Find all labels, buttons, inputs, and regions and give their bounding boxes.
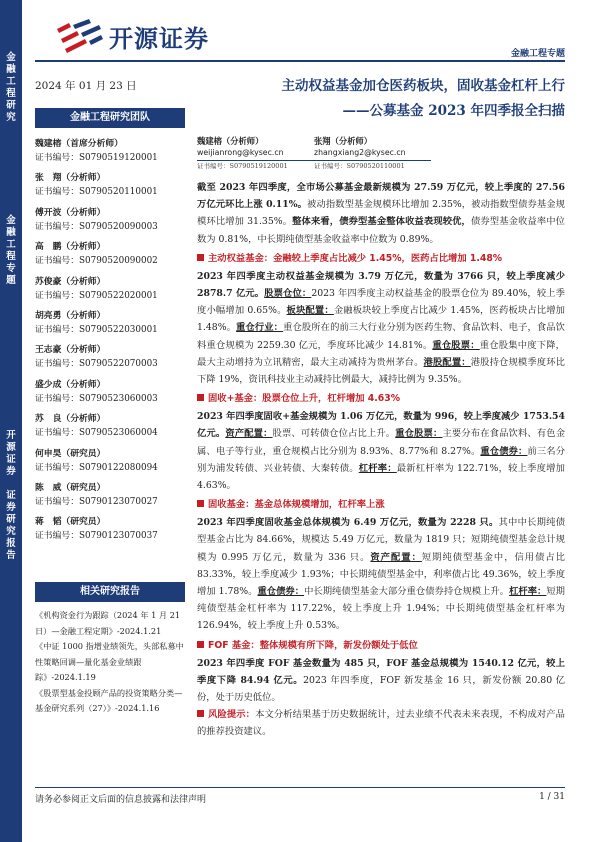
analyst-name: 蒋 韬（研究员） — [35, 517, 106, 528]
summary-paragraph: 截至 2023 年四季度，全市场公募基金最新规模为 27.59 万亿元，较上季度的 27.56 万亿元环比上涨 0.11%。被动指数型基金规模环比增加 2.35%，被动指数型债券基金规模环比增加 31.35%。整体来看，债券型基金整体收益表现较优，债券型基金收益率中位数为 0.81%，中长期纯债型基金收益率中位数为 0.89%。 — [197, 182, 565, 245]
analyst-cert: 证书编号：S0790520090003 — [35, 221, 158, 232]
team-title: 金融工程研究团队 — [35, 108, 185, 128]
report-body — [197, 179, 565, 741]
sidebar-char: 程 — [6, 251, 16, 262]
analyst-name: 盛少成（分析师） — [35, 379, 106, 390]
sidebar-char: 金 — [6, 215, 16, 226]
section-paragraph-fof: 2023 年四季度 FOF 基金数量为 485 只，FOF 基金总规模为 1540.12 亿元，较上季度下降 84.94 亿元。2023 年四季度，FOF 新发基金 16 只，新发份额 20.80 亿份，处于历史低位。 — [197, 657, 565, 704]
sidebar-label-research — [0, 52, 22, 124]
author-cert-row — [197, 162, 565, 171]
sidebar-label-topic — [0, 215, 22, 287]
analyst-cert: 证书编号：S0790520110001 — [35, 187, 158, 198]
document-type: 金融工程专题 — [510, 49, 565, 59]
analyst-cert: 证书编号：S0790522030001 — [35, 324, 158, 335]
sidebar-char: 证 — [6, 454, 16, 465]
related-reports-title: 相关研究报告 — [35, 582, 185, 602]
author-name: 魏建榕（分析师） — [197, 136, 264, 146]
section-heading-fixed-income: 固收基金：基金总体规模增加，杠杆率上涨 — [197, 496, 565, 514]
report-title: 主动权益基金加仓医药板块，固收基金杠杆上行 — [281, 78, 565, 94]
sidebar-char: 融 — [6, 64, 16, 75]
sidebar-char: 工 — [6, 239, 16, 250]
related-report-link[interactable]: 《中证 1000 指增业绩领先，头部私募中性策略回调—量化基金业绩跟踪》-2024.1.19 — [35, 641, 184, 682]
analyst-entry — [35, 379, 190, 413]
analyst-cert: 证书编号：S0790122080094 — [35, 462, 158, 473]
sidebar-char: 研 — [6, 514, 16, 525]
sidebar-char: 题 — [6, 275, 16, 286]
analyst-entry — [35, 241, 190, 275]
analyst-entry — [35, 482, 190, 516]
brand-logo — [55, 18, 209, 54]
square-bullet-icon — [197, 500, 204, 507]
sidebar-char: 究 — [6, 112, 16, 123]
analyst-list — [35, 138, 190, 551]
analyst-entry — [35, 172, 190, 206]
report-subtitle: ——公募基金 2023 年四季报全扫描 — [342, 103, 565, 119]
left-sidebar — [0, 0, 22, 842]
section-paragraph-fixed-income: 2023 年四季度固收基金总体规模为 6.49 万亿元，数量为 2228 只。其中中长期纯债型基金占比为 84.66%，规模达 5.49 万亿元，数量为 1819 只；短期纯债型基金总计规模为 0.995 万亿元，数量为 336 只。资产配置：短期纯债型基金中，信用债占比 83.33%，较上季度减少 1.93%；中长期纯债型基金中，利率债占比 49.36%，较上季度增加 1.78%。重仓债券：中长期纯债型基金大部分重仓债券持仓规模上升。杠杆率：短期纯债型基金杠杆率为 117.22%，较上季度上升 1.94%；中长期纯债型基金杠杆率为 126.94%，较上季度上升 0.53%。 — [197, 517, 565, 632]
author-email[interactable]: zhangxiang2@kysec.cn — [314, 148, 406, 157]
analyst-name: 高 鹏（分析师） — [35, 242, 106, 253]
analyst-entry — [35, 207, 190, 241]
related-reports-list — [35, 608, 190, 717]
square-bullet-icon — [197, 710, 204, 717]
analyst-name: 魏建榕（首席分析师） — [35, 139, 123, 149]
risk-warning: 风险提示：本文分析结果基于历史数据统计，过去业绩不代表未来表现，不构成对产品的推荐投资建议。 — [197, 709, 565, 738]
analyst-entry — [35, 413, 190, 447]
logo-icon — [55, 19, 103, 53]
related-report-link[interactable]: 《机构资金行为跟踪（2024 年 1 月 21 日）—金融工程定期》-2024.1.21 — [35, 610, 181, 636]
analyst-cert: 证书编号：S0790523060004 — [35, 428, 158, 439]
footer-disclaimer: 请务必参阅正文后面的信息披露和法律声明 — [35, 795, 207, 805]
sidebar-char: 开 — [6, 430, 16, 441]
analyst-entry — [35, 516, 190, 550]
analyst-entry — [35, 448, 190, 482]
page-number: 1 / 31 — [539, 792, 565, 802]
author-block — [197, 136, 565, 158]
analyst-entry — [35, 276, 190, 310]
sidebar-char: 究 — [6, 526, 16, 537]
author-name: 张翔（分析师） — [314, 136, 373, 146]
square-bullet-icon — [197, 254, 204, 261]
sidebar-char: 证 — [6, 490, 16, 501]
author-divider — [197, 160, 431, 161]
section-heading-fixed-income-plus: 固收+基金：股票仓位上升，杠杆增加 4.63% — [197, 390, 565, 408]
square-bullet-icon — [197, 641, 204, 648]
section-heading-active-equity: 主动权益基金：金融较上季度占比减少 1.45%，医药占比增加 1.48% — [197, 250, 565, 268]
author-cert: 证书编号：S0790520110001 — [314, 162, 405, 170]
sidebar-char: 程 — [6, 88, 16, 99]
analyst-name: 陈 威（研究员） — [35, 482, 106, 493]
section-heading-fof: FOF 基金：整体规模有所下降，新发份额处于低位 — [197, 637, 565, 655]
main-content — [197, 76, 565, 741]
sidebar-char: 报 — [6, 538, 16, 549]
sidebar-char: 告 — [6, 550, 16, 561]
section-paragraph-active-equity: 2023 年四季度主动权益基金规模为 3.79 万亿元，数量为 3766 只，较上季度减少 2878.7 亿元。股票仓位：2023 年四季度主动权益基金的股票仓位为 89.40%，较上季度小幅增加 0.65%。板块配置：金融板块较上季度占比减少 1.45%，医药板块占比增加 1.48%。重仓行业：重仓股所在的前三大行业分别为医药生物、食品饮料、电子，食品饮料重仓规模为 2259.30 亿元，季度环比减少 14.81%。重仓股票：重仓股集中度下降，最大主动增持为立讯精密，最大主动减持为贵州茅台。港股配置：港股持仓规模季度环比下降 19%，资讯科技业主动减持比例最大，减持比例为 9.35%。 — [197, 270, 565, 386]
brand-name: 开源证券 — [109, 24, 209, 53]
analyst-name: 胡亮勇（分析师） — [35, 310, 106, 321]
analyst-entry — [35, 310, 190, 344]
analyst-name: 苏俊豪（分析师） — [35, 276, 106, 287]
analyst-name: 何申昊（研究员） — [35, 448, 106, 459]
author-email[interactable]: weijianrong@kysec.cn — [197, 148, 284, 157]
sidebar-char: 券 — [6, 466, 16, 477]
analyst-entry — [35, 344, 190, 378]
section-paragraph-fixed-income-plus: 2023 年四季度固收+基金规模为 1.06 万亿元，数量为 996，较上季度减少 1753.54 亿元。资产配置：股票、可转债仓位占比上升。重仓股票：主要分布在食品饮料、有色金属、电子等行业，重仓规模占比分别为 8.93%、8.77%和 8.27%。重仓债券：前三名分别为浦发转债、兴业转债、大秦转债。杠杆率：最新杠杆率为 122.71%，较上季度增加 4.63%。 — [197, 411, 565, 492]
author-1 — [197, 136, 314, 158]
analyst-name: 傅开波（分析师） — [35, 207, 106, 218]
sidebar-char: 专 — [6, 263, 16, 274]
analyst-cert: 证书编号：S0790519120001 — [35, 153, 158, 163]
analyst-cert: 证书编号：S0790523060003 — [35, 393, 158, 404]
analyst-cert: 证书编号：S0790520090002 — [35, 256, 158, 267]
square-bullet-icon — [197, 394, 204, 401]
analyst-entry — [35, 138, 190, 172]
sidebar-char — [0, 478, 22, 490]
sidebar-char: 券 — [6, 502, 16, 513]
analyst-cert: 证书编号：S0790522070003 — [35, 359, 158, 370]
sidebar-char: 工 — [6, 76, 16, 87]
sidebar-char: 金 — [6, 52, 16, 63]
analyst-cert: 证书编号：S0790123070027 — [35, 496, 158, 507]
sidebar-char: 研 — [6, 100, 16, 111]
sidebar-label-report — [0, 430, 22, 562]
author-cert: 证书编号：S0790519120001 — [197, 162, 288, 170]
analyst-name: 苏 良（分析师） — [35, 414, 106, 425]
sidebar-char: 源 — [6, 442, 16, 453]
analyst-name: 王志豪（分析师） — [35, 345, 106, 356]
footer-divider — [35, 787, 565, 788]
analyst-name: 张 翔（分析师） — [35, 173, 106, 184]
related-report-link[interactable]: 《股票型基金投顾产品的投资策略分类—基金研究系列（27）》-2024.1.16 — [35, 687, 183, 713]
author-2 — [314, 136, 431, 158]
analyst-cert: 证书编号：S0790522020001 — [35, 290, 158, 301]
report-date: 2024 年 01 月 23 日 — [35, 80, 137, 92]
header-divider — [35, 60, 565, 62]
analyst-cert: 证书编号：S0790123070037 — [35, 531, 158, 542]
sidebar-char: 融 — [6, 227, 16, 238]
